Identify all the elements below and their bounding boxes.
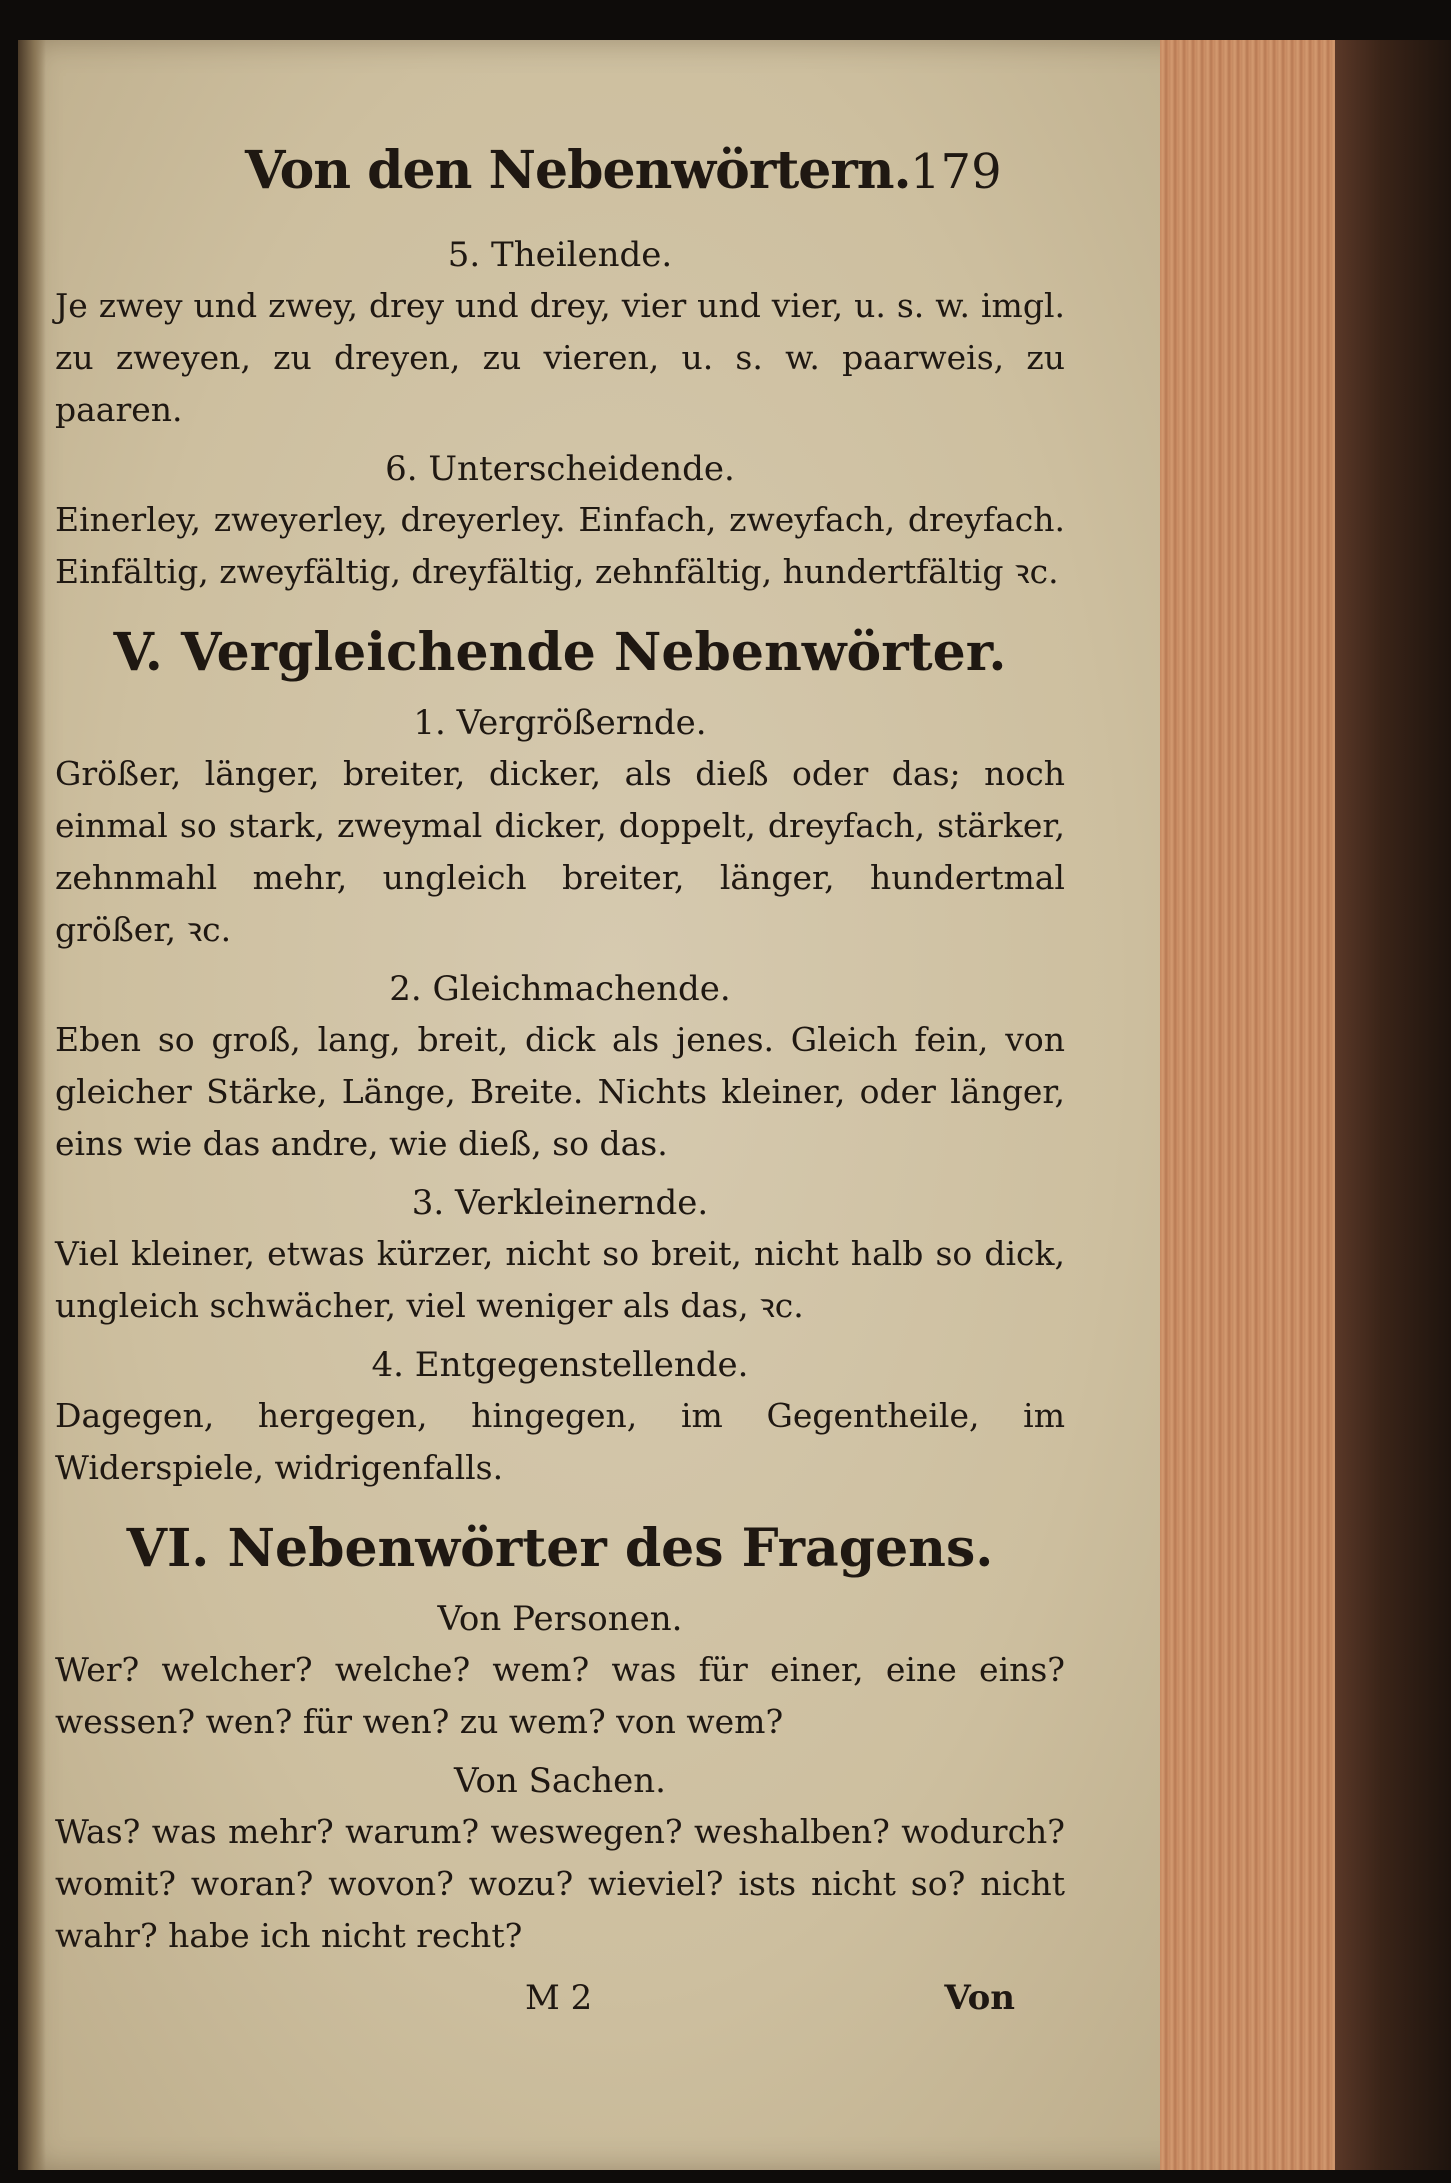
- subhead-personen: Von Personen.: [437, 1599, 683, 1639]
- page-number: 179: [910, 144, 1002, 200]
- section-title-vi: VI. Nebenwörter des Fragens.: [126, 1518, 994, 1579]
- para-sachen: Was? was mehr? warum? weswegen? weshalben? wodurch? womit? woran? wovon? wozu? wieviel? ists nicht so? nicht wahr? habe ich nicht recht?: [55, 1812, 1065, 1955]
- para-verkleinernde: Viel kleiner, etwas kürzer, nicht so breit, nicht halb so dick, ungleich schwächer, viel weniger als das, ꝛc.: [55, 1234, 1065, 1325]
- catchword: Von: [944, 1978, 1015, 2018]
- running-head-title: Von den Nebenwörtern.: [245, 140, 911, 201]
- page-fore-edge: [1160, 40, 1335, 2170]
- subhead-verkleinernde: 3. Verkleinernde.: [411, 1183, 709, 1223]
- book-cover-edge: [1335, 40, 1451, 2170]
- para-unterscheidende: Einerley, zweyerley, dreyerley. Einfach, zweyfach, dreyfach. Einfältig, zweyfältig, dreyfältig, zehnfältig, hundertfältig ꝛc.: [55, 500, 1065, 591]
- subhead-theilende: 5. Theilende.: [447, 235, 673, 275]
- gutter-shadow: [18, 40, 46, 2170]
- signature-mark: M 2: [525, 1978, 593, 2018]
- page-text: [55, 140, 1065, 2038]
- para-entgegenstellende: Dagegen, hergegen, hingegen, im Gegentheile, im Widerspiele, widrigenfalls.: [55, 1396, 1065, 1487]
- subhead-vergroessernde: 1. Vergrößernde.: [413, 703, 707, 743]
- subhead-sachen: Von Sachen.: [454, 1761, 666, 1801]
- running-head: [55, 140, 1065, 230]
- para-gleichmachende: Eben so groß, lang, breit, dick als jenes. Gleich fein, von gleicher Stärke, Länge, Breite. Nichts kleiner, oder länger, eins wie das andre, wie dieß, so das.: [55, 1020, 1065, 1163]
- para-vergroessernde: Größer, länger, breiter, dicker, als dieß oder das; noch einmal so stark, zweymal dicker, doppelt, dreyfach, stärker, zehnmahl mehr, ungleich breiter, länger, hundertmal größer, ꝛc.: [55, 754, 1065, 949]
- para-personen: Wer? welcher? welche? wem? was für einer, eine eins? wessen? wen? für wen? zu wem? von wem?: [55, 1650, 1065, 1741]
- subhead-unterscheidende: 6. Unterscheidende.: [385, 449, 735, 489]
- subhead-entgegenstellende: 4. Entgegenstellende.: [371, 1345, 749, 1385]
- section-title-v: V. Vergleichende Nebenwörter.: [113, 622, 1007, 683]
- para-theilende: Je zwey und zwey, drey und drey, vier und vier, u. s. w. imgl. zu zweyen, zu dreyen, zu vieren, u. s. w. paarweis, zu paaren.: [55, 286, 1065, 429]
- page-footer: [55, 1978, 1065, 2038]
- subhead-gleichmachende: 2. Gleichmachende.: [389, 969, 731, 1009]
